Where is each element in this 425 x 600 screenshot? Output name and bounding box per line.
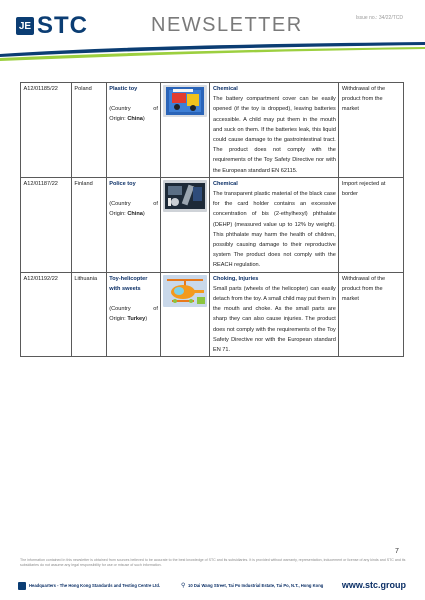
origin-line xyxy=(109,304,158,314)
product-name: Plastic toy xyxy=(109,86,138,92)
stc-logo-mark: JE xyxy=(16,17,34,35)
newsletter-title: NEWSLETTER xyxy=(151,14,303,36)
table-row xyxy=(21,272,404,357)
product-cell xyxy=(106,83,161,178)
notifying-country-cell: Finland xyxy=(71,177,106,272)
origin-country-line xyxy=(109,114,158,124)
toy-helicopter-image xyxy=(163,275,207,307)
measures-cell: Withdrawal of the product from the market xyxy=(339,83,404,178)
recall-table xyxy=(20,82,404,357)
footer-headquarters: Headquarters - The Hong Kong Standards and Testing Centre Ltd. xyxy=(29,583,161,588)
product-image-cell xyxy=(161,272,210,357)
risk-description: The transparent plastic material of the black case for the card holder contains an excessive concentration of bis (2-ethylhexyl) phthalate (DEHP) (measured value up to 12% by weight). This phthalate may harm the health of children, possibly causing damage to their reproductive system The product does not comply with the REACH regulation. xyxy=(212,191,336,269)
origin-country-line xyxy=(109,314,158,324)
product-name: Police toy xyxy=(109,180,136,187)
product-cell xyxy=(106,272,161,357)
page-header xyxy=(0,0,425,70)
product-cell xyxy=(106,177,161,272)
reference-cell: A12/01187/22 xyxy=(21,177,72,272)
origin-suffix: ) xyxy=(145,316,148,323)
risk-type: Chemical xyxy=(212,180,238,187)
origin-country: China xyxy=(127,211,143,218)
police-toy-image xyxy=(163,180,207,212)
measures-cell: Import rejected at border xyxy=(339,177,404,272)
table-row xyxy=(21,177,404,272)
notifying-country-cell: Lithuania xyxy=(71,272,106,357)
footer-bar xyxy=(18,580,408,594)
origin-country-line xyxy=(109,209,158,219)
origin-line xyxy=(109,199,158,209)
plastic-toy-image xyxy=(163,85,207,117)
risk-description: Small parts (wheels of the helicopter) can easily detach from the toy. A small child may put them in the mouth and choke. As the small parts are sharp they can also cause injuries. The product does not comply with the requirements of the Toy Safety Directive nor with the European standard EN 71. xyxy=(212,285,336,354)
origin-country: China xyxy=(127,116,143,123)
origin-suffix: ) xyxy=(142,116,145,123)
issue-number: Issue no.: 34/22/TCD xyxy=(355,15,403,21)
stc-logo-text: STC xyxy=(37,12,88,39)
risk-cell xyxy=(210,272,339,357)
risk-cell xyxy=(210,83,339,178)
footer-logo-icon xyxy=(18,582,26,590)
website-link[interactable]: www.stc.group xyxy=(341,580,406,590)
table-row xyxy=(21,83,404,178)
page-number: 7 xyxy=(395,548,399,555)
origin-line xyxy=(109,104,158,114)
origin-of: of xyxy=(153,201,158,208)
reference-cell: A12/01185/22 xyxy=(21,83,72,178)
product-image-cell xyxy=(161,177,210,272)
footer-address: 10 Dai Wang Street, Tai Po Industrial Estate, Tai Po, N.T., Hong Kong xyxy=(188,583,324,588)
origin-label: (Country xyxy=(109,201,131,208)
origin-of: of xyxy=(153,306,158,313)
risk-cell xyxy=(210,177,339,272)
origin-prefix: Origin: xyxy=(109,316,126,323)
disclaimer-text: The information contained in this newsletter is obtained from sources believed to be accurate to the best knowledge of STC and its subsidiaries. It is provided without warranty, representation, inducement or license of any kinds and STC and its subsidiaries do not assume any legal responsibility for use or misuse of such information. xyxy=(20,558,406,567)
header-swoosh-decoration xyxy=(0,40,425,70)
product-image-cell xyxy=(161,83,210,178)
origin-suffix: ) xyxy=(142,211,145,218)
origin-country: Turkey xyxy=(127,316,146,323)
risk-type: Chemical xyxy=(212,86,238,92)
origin-label: (Country xyxy=(109,106,131,113)
notifying-country-cell: Poland xyxy=(71,83,106,178)
origin-of: of xyxy=(153,106,158,113)
product-name: Toy-helicopter with sweets xyxy=(109,275,148,292)
risk-type: Choking, Injuries xyxy=(212,275,259,282)
origin-prefix: Origin: xyxy=(109,116,126,123)
origin-prefix: Origin: xyxy=(109,211,126,218)
measures-cell: Withdrawal of the product from the market xyxy=(339,272,404,357)
location-pin-icon: ⚲ xyxy=(181,583,186,589)
risk-description: The battery compartment cover can be easily opened (if the toy is dropped), leaving batteries accessible. A child may put them in the mouth and suck on them. If the batteries leak, this liquid could cause damage to the gastrointestinal tract. The product does not comply with the requirements of the Toy Safety Directive nor with the European standard EN 62115. xyxy=(212,96,336,174)
origin-label: (Country xyxy=(109,306,131,313)
reference-cell: A12/01192/22 xyxy=(21,272,72,357)
